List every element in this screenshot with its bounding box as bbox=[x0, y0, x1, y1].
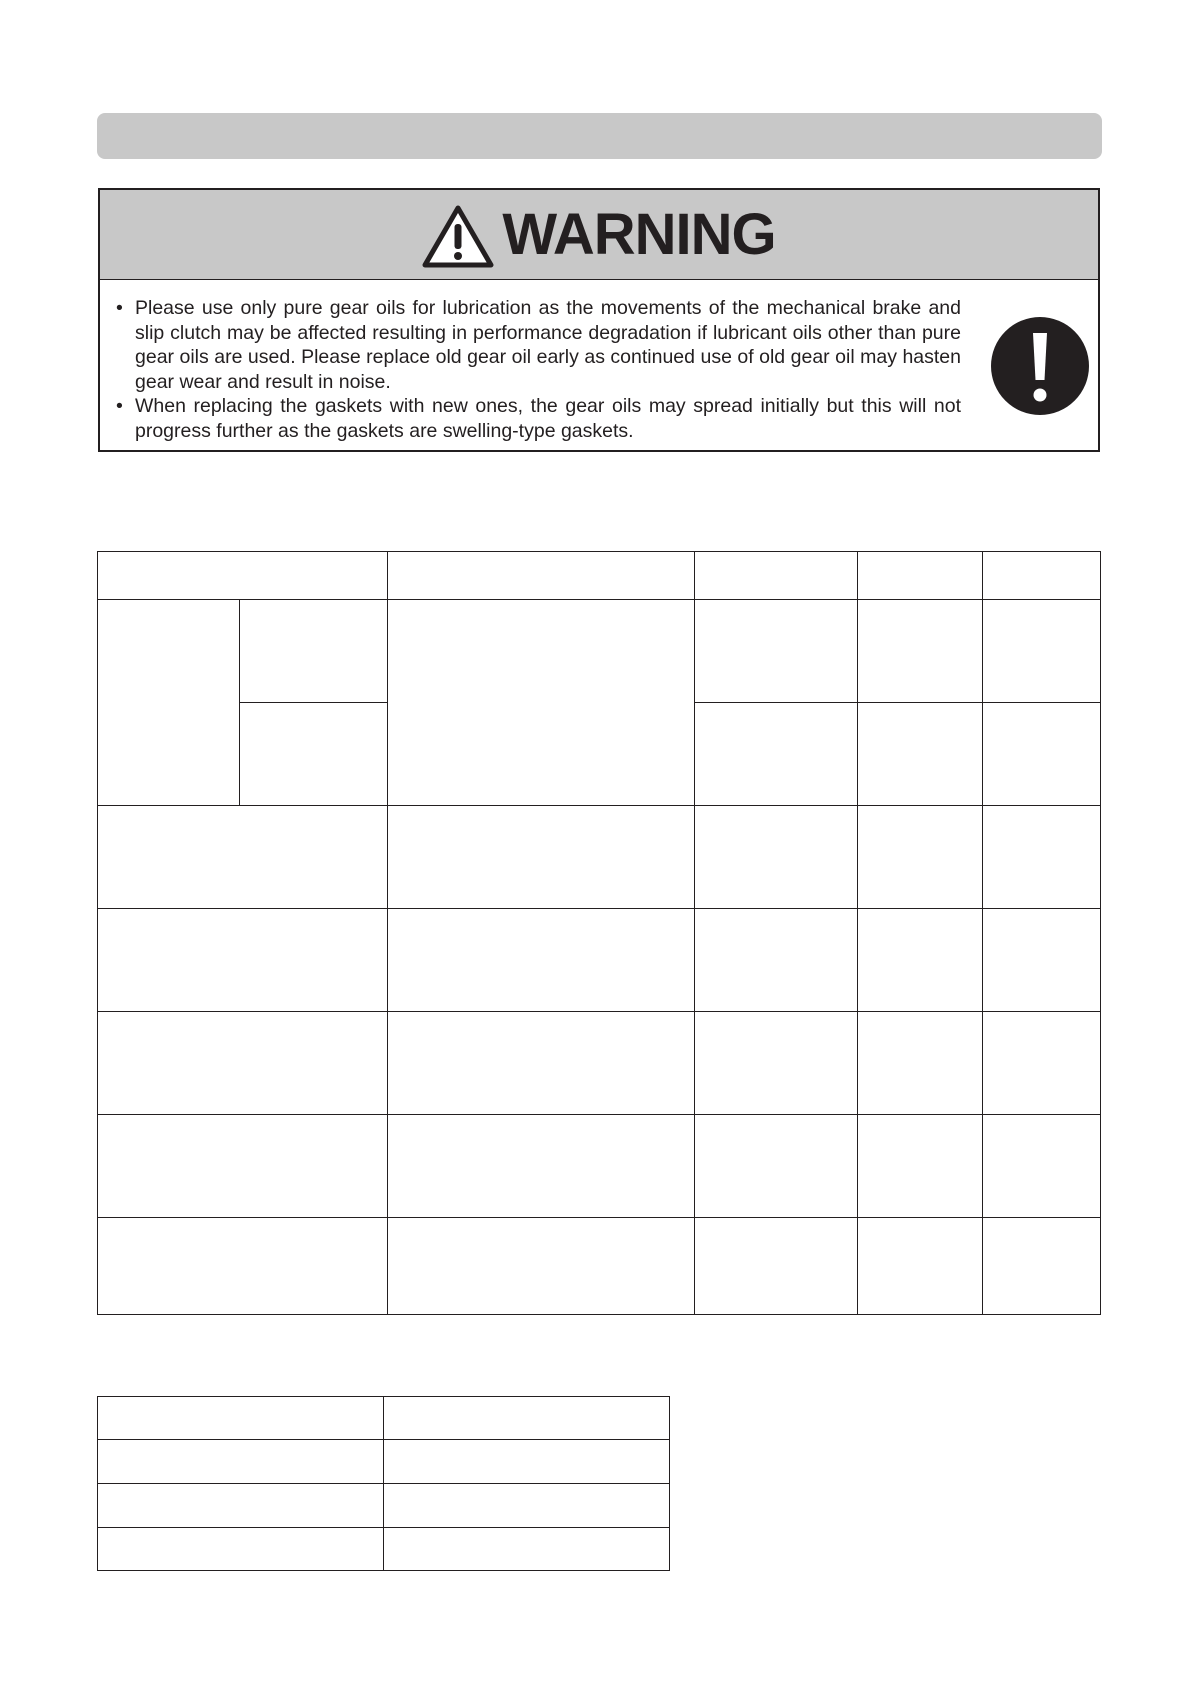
table-cell bbox=[695, 1115, 858, 1218]
table-cell bbox=[384, 1440, 670, 1484]
table-cell bbox=[388, 1218, 695, 1315]
table-cell bbox=[695, 600, 858, 703]
table-cell bbox=[384, 1484, 670, 1528]
table-cell bbox=[858, 1218, 983, 1315]
table-cell bbox=[983, 1012, 1101, 1115]
oil-quantity-table bbox=[97, 1396, 670, 1571]
table-cell bbox=[98, 1528, 384, 1571]
table-cell bbox=[695, 552, 858, 600]
table-cell bbox=[858, 600, 983, 703]
table-cell bbox=[384, 1397, 670, 1440]
table-row bbox=[98, 1484, 670, 1528]
table-row bbox=[98, 1012, 1101, 1115]
table-cell bbox=[983, 552, 1101, 600]
table-cell bbox=[388, 909, 695, 1012]
table-cell bbox=[240, 703, 388, 806]
table-cell bbox=[98, 1397, 384, 1440]
table-cell bbox=[983, 909, 1101, 1012]
table-cell bbox=[98, 1218, 388, 1315]
table-cell bbox=[388, 552, 695, 600]
table-cell bbox=[240, 600, 388, 703]
warning-header bbox=[100, 190, 1098, 280]
table-cell bbox=[98, 552, 388, 600]
table-cell bbox=[858, 552, 983, 600]
table-cell bbox=[384, 1528, 670, 1571]
table-row bbox=[98, 1440, 670, 1484]
table-cell bbox=[388, 1115, 695, 1218]
table-cell bbox=[98, 1012, 388, 1115]
table-cell bbox=[98, 806, 388, 909]
table-header-row bbox=[98, 552, 1101, 600]
table-cell bbox=[983, 806, 1101, 909]
table-row bbox=[98, 600, 1101, 703]
table-cell bbox=[695, 806, 858, 909]
table-cell bbox=[388, 806, 695, 909]
table-cell bbox=[858, 1012, 983, 1115]
table-cell bbox=[388, 600, 695, 806]
table-cell bbox=[858, 806, 983, 909]
table-cell bbox=[983, 703, 1101, 806]
table-cell bbox=[983, 600, 1101, 703]
table-cell bbox=[858, 1115, 983, 1218]
warning-item: • When replacing the gaskets with new ones, the gear oils may spread initially but this will not progress further as the gaskets are swelling-type gaskets. bbox=[116, 394, 961, 443]
table-cell bbox=[695, 1012, 858, 1115]
table-header-row bbox=[98, 1397, 670, 1440]
inspection-table bbox=[97, 551, 1101, 1315]
warning-body bbox=[100, 280, 1098, 443]
table-cell bbox=[983, 1218, 1101, 1315]
table-cell bbox=[858, 703, 983, 806]
section-header-bar bbox=[97, 113, 1102, 159]
table-row bbox=[98, 806, 1101, 909]
table-row bbox=[98, 1218, 1101, 1315]
table-cell bbox=[98, 1484, 384, 1528]
warning-item: • Please use only pure gear oils for lubrication as the movements of the mechanical brake and slip clutch may be affected resulting in performance degradation if lubricant oils other than pure gear oils are used. Please replace old gear oil early as continued use of old gear oil may hasten gear wear and result in noise. bbox=[116, 296, 961, 394]
warning-box bbox=[98, 188, 1100, 452]
warning-list bbox=[116, 296, 961, 443]
table-row bbox=[98, 1528, 670, 1571]
warning-triangle-icon bbox=[422, 204, 494, 268]
table-cell bbox=[98, 1115, 388, 1218]
table-cell bbox=[983, 1115, 1101, 1218]
table-cell bbox=[98, 909, 388, 1012]
table-row bbox=[98, 1115, 1101, 1218]
table-cell bbox=[695, 703, 858, 806]
table-cell bbox=[388, 1012, 695, 1115]
table-cell bbox=[858, 909, 983, 1012]
exclamation-circle-icon bbox=[990, 316, 1090, 416]
table-cell bbox=[98, 600, 240, 806]
table-cell bbox=[695, 909, 858, 1012]
table-cell bbox=[98, 1440, 384, 1484]
table-row bbox=[98, 909, 1101, 1012]
warning-title: WARNING bbox=[502, 202, 776, 267]
table-cell bbox=[695, 1218, 858, 1315]
